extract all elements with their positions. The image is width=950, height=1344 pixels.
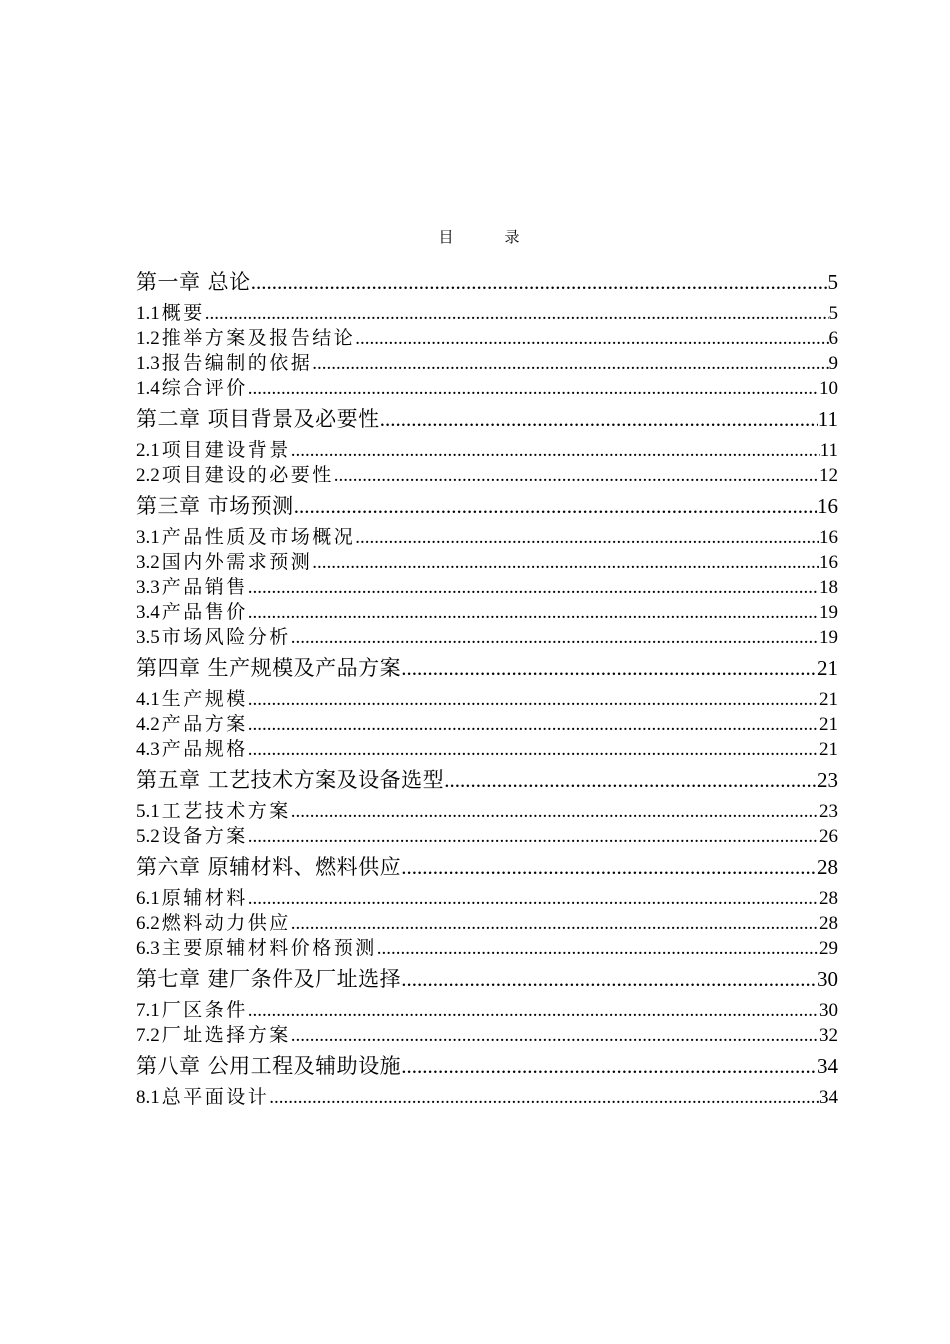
toc-section-text: 项目建设背景 [161, 440, 291, 461]
toc-page-number: 9 [828, 353, 838, 374]
toc-dot-leader [248, 998, 819, 1023]
toc-page-number: 29 [819, 938, 838, 959]
toc-section-number: 3.2 [136, 552, 160, 573]
toc-entry-label [136, 911, 291, 936]
toc-section-text: 产品性质及市场概况 [161, 527, 356, 548]
toc-entry-label: 第五章 工艺技术方案及设备选型 [136, 768, 445, 792]
toc-section-text: 项目建设的必要性 [161, 465, 334, 486]
toc-section-number: 5.1 [136, 801, 160, 822]
toc-page-number: 23 [819, 801, 838, 822]
toc-section-text: 产品销售 [161, 577, 248, 598]
toc-section-number: 6.2 [136, 913, 160, 934]
toc-section-number: 1.2 [136, 328, 160, 349]
toc-section-entry[interactable] [136, 936, 838, 961]
toc-section-text: 综合评价 [161, 378, 248, 399]
toc-section-entry[interactable] [136, 301, 838, 326]
toc-entry-label: 第六章 原辅材料、燃料供应 [136, 855, 402, 879]
toc-section-number: 3.1 [136, 527, 160, 548]
toc-section-text: 主要原辅材料价格预测 [161, 938, 377, 959]
toc-section-number: 2.1 [136, 440, 160, 461]
toc-dot-leader [205, 301, 829, 326]
toc-entry-label [136, 550, 312, 575]
toc-chapter-entry[interactable] [136, 1048, 838, 1085]
toc-dot-leader [401, 1048, 817, 1085]
toc-section-text: 厂址选择方案 [161, 1025, 291, 1046]
toc-entry-label [136, 525, 355, 550]
toc-section-entry[interactable] [136, 737, 838, 762]
toc-page-number: 16 [819, 552, 838, 573]
toc-section-number: 4.1 [136, 689, 160, 710]
toc-dot-leader [334, 463, 819, 488]
toc-page-number: 10 [819, 378, 838, 399]
toc-dot-leader [291, 799, 819, 824]
toc-page-number: 12 [819, 465, 838, 486]
toc-dot-leader [380, 401, 818, 438]
toc-dot-leader [312, 351, 828, 376]
toc-section-number: 6.1 [136, 888, 160, 909]
toc-page-number: 21 [817, 656, 838, 680]
toc-page-number: 5 [828, 303, 838, 324]
toc-dot-leader [291, 911, 819, 936]
toc-entry-label [136, 301, 205, 326]
toc-page-number: 18 [819, 577, 838, 598]
toc-chapter-entry[interactable] [136, 488, 838, 525]
toc-section-entry[interactable] [136, 1023, 838, 1048]
toc-entry-label [136, 1023, 291, 1048]
toc-section-text: 国内外需求预测 [161, 552, 313, 573]
toc-section-text: 产品规格 [161, 739, 248, 760]
toc-page-number: 30 [819, 1000, 838, 1021]
toc-section-text: 报告编制的依据 [161, 353, 313, 374]
toc-dot-leader [291, 625, 819, 650]
toc-page-number: 19 [819, 627, 838, 648]
toc-section-number: 8.1 [136, 1087, 160, 1108]
toc-section-text: 厂区条件 [161, 1000, 248, 1021]
toc-section-number: 2.2 [136, 465, 160, 486]
toc-section-text: 原辅材料 [161, 888, 248, 909]
toc-dot-leader [248, 575, 819, 600]
toc-dot-leader [401, 849, 817, 886]
toc-page-number: 23 [817, 768, 838, 792]
toc-dot-leader [248, 376, 819, 401]
toc-section-entry[interactable] [136, 712, 838, 737]
toc-chapter-entry[interactable] [136, 264, 838, 301]
toc-page-number: 21 [819, 689, 838, 710]
toc-section-entry[interactable] [136, 326, 838, 351]
toc-page-number: 11 [817, 407, 838, 431]
toc-entry-label [136, 376, 248, 401]
toc-entry-label: 第一章 总论 [136, 270, 251, 294]
toc-page-number: 11 [819, 440, 838, 461]
toc-entry-label: 第三章 市场预测 [136, 494, 294, 518]
toc-dot-leader [248, 824, 819, 849]
toc-dot-leader [355, 326, 828, 351]
toc-section-entry[interactable] [136, 1085, 838, 1110]
toc-page-number: 26 [819, 826, 838, 847]
toc-page-number: 32 [819, 1025, 838, 1046]
toc-entry-label: 第七章 建厂条件及厂址选择 [136, 967, 402, 991]
toc-section-entry[interactable] [136, 376, 838, 401]
toc-title: 目 录 [438, 230, 538, 246]
toc-dot-leader [248, 886, 819, 911]
toc-dot-leader [248, 712, 819, 737]
toc-section-number: 1.3 [136, 353, 160, 374]
toc-section-entry[interactable] [136, 525, 838, 550]
toc-section-text: 总平面设计 [161, 1087, 270, 1108]
toc-section-text: 生产规模 [161, 689, 248, 710]
toc-page-number: 6 [828, 328, 838, 349]
toc-section-entry[interactable] [136, 824, 838, 849]
toc-section-number: 7.1 [136, 1000, 160, 1021]
toc-dot-leader [444, 762, 817, 799]
toc-dot-leader [294, 488, 817, 525]
toc-chapter-entry[interactable] [136, 849, 838, 886]
toc-section-text: 燃料动力供应 [161, 913, 291, 934]
toc-page-number: 21 [819, 739, 838, 760]
toc-entry-label [136, 625, 291, 650]
toc-section-entry[interactable] [136, 625, 838, 650]
toc-entry-label [136, 998, 248, 1023]
toc-page-number: 5 [827, 270, 838, 294]
toc-section-text: 概要 [161, 303, 205, 324]
toc-section-text: 产品方案 [161, 714, 248, 735]
toc-dot-leader [251, 264, 828, 301]
toc-section-number: 3.5 [136, 627, 160, 648]
toc-page-number: 28 [817, 855, 838, 879]
toc-section-entry[interactable] [136, 687, 838, 712]
toc-entry-label [136, 824, 248, 849]
toc-entry-label [136, 737, 248, 762]
toc-page-number: 21 [819, 714, 838, 735]
toc-dot-leader [401, 961, 817, 998]
toc-dot-leader [248, 737, 819, 762]
toc-section-entry[interactable] [136, 886, 838, 911]
toc-section-number: 6.3 [136, 938, 160, 959]
toc-dot-leader [401, 650, 817, 687]
toc-entry-label [136, 600, 248, 625]
toc-section-number: 7.2 [136, 1025, 160, 1046]
toc-section-text: 产品售价 [161, 602, 248, 623]
toc-section-entry[interactable] [136, 550, 838, 575]
toc-dot-leader [269, 1085, 819, 1110]
toc-dot-leader [291, 438, 820, 463]
toc-section-entry[interactable] [136, 799, 838, 824]
toc-entry-label [136, 326, 355, 351]
toc-dot-leader [377, 936, 819, 961]
toc-section-number: 5.2 [136, 826, 160, 847]
toc-page-number: 16 [819, 527, 838, 548]
toc-entry-label [136, 936, 377, 961]
toc-entry-label: 第二章 项目背景及必要性 [136, 407, 380, 431]
toc-section-text: 市场风险分析 [161, 627, 291, 648]
toc-page-number: 28 [819, 888, 838, 909]
toc-chapter-entry[interactable] [136, 762, 838, 799]
toc-section-number: 3.4 [136, 602, 160, 623]
toc-entry-label [136, 575, 248, 600]
toc-section-entry[interactable] [136, 998, 838, 1023]
toc-entry-label [136, 799, 291, 824]
toc-entry-label [136, 687, 248, 712]
toc-entry-label: 第八章 公用工程及辅助设施 [136, 1054, 402, 1078]
toc-chapter-entry[interactable] [136, 401, 838, 438]
toc-entry-label [136, 712, 248, 737]
toc-page-number: 34 [817, 1054, 838, 1078]
toc-entry-label [136, 1085, 269, 1110]
toc-section-number: 4.3 [136, 739, 160, 760]
toc-section-entry[interactable] [136, 438, 838, 463]
toc-entry-label [136, 886, 248, 911]
toc-page-number: 28 [819, 913, 838, 934]
toc-dot-leader [355, 525, 819, 550]
toc-dot-leader [291, 1023, 819, 1048]
toc-entry-label: 第四章 生产规模及产品方案 [136, 656, 402, 680]
toc-section-entry[interactable] [136, 575, 838, 600]
toc-section-entry[interactable] [136, 600, 838, 625]
toc-chapter-entry[interactable] [136, 961, 838, 998]
toc-dot-leader [248, 600, 819, 625]
toc-section-text: 推举方案及报告结论 [161, 328, 356, 349]
toc-entry-label [136, 438, 291, 463]
toc-section-text: 设备方案 [161, 826, 248, 847]
toc-section-entry[interactable] [136, 911, 838, 936]
toc-page-number: 34 [819, 1087, 838, 1108]
toc-page-number: 30 [817, 967, 838, 991]
toc-section-entry[interactable] [136, 351, 838, 376]
toc-section-number: 3.3 [136, 577, 160, 598]
toc-entry-label [136, 351, 312, 376]
toc-section-number: 1.1 [136, 303, 160, 324]
toc-chapter-entry[interactable] [136, 650, 838, 687]
toc-section-number: 1.4 [136, 378, 160, 399]
toc-section-entry[interactable] [136, 463, 838, 488]
toc-page-number: 16 [817, 494, 838, 518]
toc-entry-label [136, 463, 334, 488]
toc-dot-leader [248, 687, 819, 712]
toc-section-number: 4.2 [136, 714, 160, 735]
table-of-contents [136, 264, 838, 1110]
toc-dot-leader [312, 550, 819, 575]
toc-page-number: 19 [819, 602, 838, 623]
toc-section-text: 工艺技术方案 [161, 801, 291, 822]
